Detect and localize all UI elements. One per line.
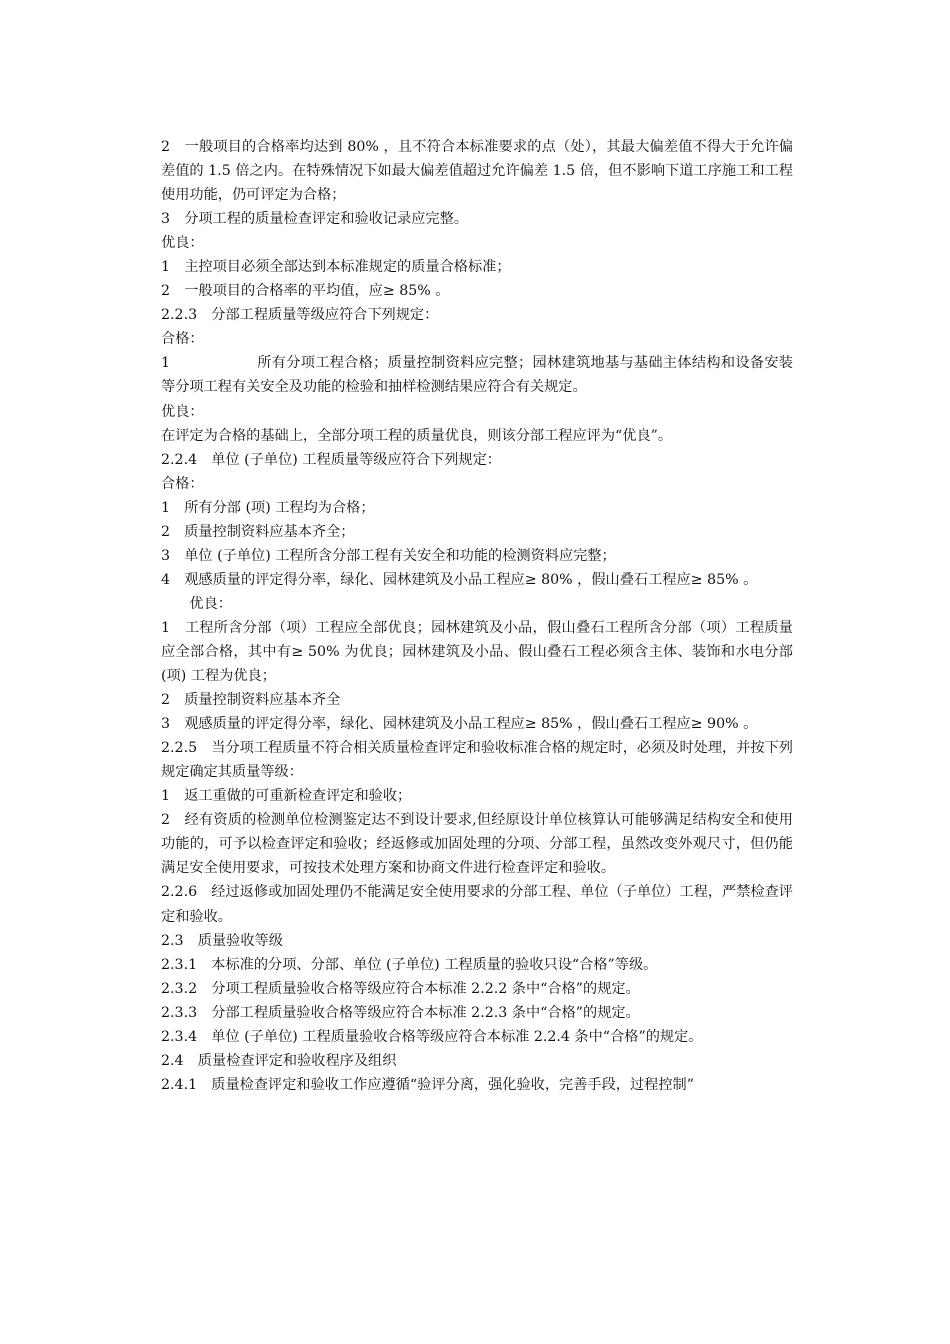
text-line: 优良： — [161, 235, 204, 252]
text-line: 优良： — [161, 403, 204, 420]
text-line: 优良： — [161, 595, 232, 612]
section-heading: 2.2.4 单位 (子单位) 工程质量等级应符合下列规定： — [161, 451, 501, 468]
text-line: 2 经有资质的检测单位检测鉴定达不到设计要求,但经原设计单位核算认可能够满足结构安全和使用功能的，可予以检查评定和验收；经返修或加固处理的分项、分部工程，虽然改变外观尺寸，但仍能满足安全使用要求，可按技术处理方案和协商文件进行检查评定和验收。 — [161, 812, 793, 877]
text-line: 在评定为合格的基础上，全部分项工程的质量优良，则该分部工程应评为“优良”。 — [161, 427, 673, 444]
text-line: 2 质量控制资料应基本齐全； — [161, 523, 355, 540]
section-heading: 2.3.4 单位 (子单位) 工程质量验收合格等级应符合本标准 2.2.4 条中“合格”的规定。 — [161, 1028, 703, 1045]
section-heading: 2.2.5 当分项工程质量不符合相关质量检查评定和验收标准合格的规定时，必须及时处理，并按下列规定确定其质量等级： — [161, 740, 793, 781]
text-line: 合格： — [161, 475, 204, 492]
section-heading: 2.2.3 分部工程质量等级应符合下列规定： — [161, 307, 439, 324]
text-line: 2 一般项目的合格率均达到 80% ，且不符合本标准要求的点（处），其最大偏差值不得大于允许偏差值的 1.5 倍之内。在特殊情况下如最大偏差值超过允许偏差 1.5 倍，但不影响下道工序施工和工程使用功能，仍可评定为合格； — [161, 139, 793, 204]
text-line: 4 观感质量的评定得分率，绿化、园林建筑及小品工程应≥ 80% ，假山叠石工程应≥ 85% 。 — [161, 571, 758, 588]
section-heading: 2.4 质量检查评定和验收程序及组织 — [161, 1052, 397, 1069]
document-body — [161, 135, 798, 1097]
text-line: 2 质量控制资料应基本齐全 — [161, 692, 341, 709]
text-line: 1 所有分部 (项) 工程均为合格； — [161, 499, 375, 516]
section-heading: 2.3.2 分项工程质量验收合格等级应符合本标准 2.2.2 条中“合格”的规定。 — [161, 980, 640, 997]
section-heading: 2.3.3 分部工程质量验收合格等级应符合本标准 2.2.3 条中“合格”的规定。 — [161, 1004, 640, 1021]
text-line: 3 观感质量的评定得分率，绿化、园林建筑及小品工程应≥ 85% ，假山叠石工程应≥ 90% 。 — [161, 716, 758, 733]
section-heading: 2.2.6 经过返修或加固处理仍不能满足安全使用要求的分部工程、单位（子单位）工程，严禁检查评定和验收。 — [161, 884, 793, 925]
text-line: 3 单位 (子单位) 工程所含分部工程有关安全和功能的检测资料应完整； — [161, 547, 616, 564]
section-heading: 2.4.1 质量检查评定和验收工作应遵循“验评分离，强化验收，完善手段，过程控制” — [161, 1076, 694, 1093]
text-line: 2 一般项目的合格率的平均值，应≥ 85% 。 — [161, 283, 450, 300]
text-line: 3 分项工程的质量检查评定和验收记录应完整。 — [161, 211, 468, 228]
section-heading: 2.3.1 本标准的分项、分部、单位 (子单位) 工程质量的验收只设“合格”等级。 — [161, 956, 658, 973]
text-line: 1 所有分项工程合格；质量控制资料应完整；园林建筑地基与基础主体结构和设备安装等分项工程有关安全及功能的检验和抽样检测结果应符合有关规定。 — [161, 355, 793, 396]
section-heading: 2.3 质量验收等级 — [161, 932, 283, 949]
text-line: 合格： — [161, 331, 204, 348]
text-line: 1 返工重做的可重新检查评定和验收； — [161, 788, 412, 805]
text-line: 1 主控项目必须全部达到本标准规定的质量合格标准； — [161, 259, 511, 276]
text-line: 1 工程所含分部（项）工程应全部优良；园林建筑及小品，假山叠石工程所含分部（项）工程质量应全部合格，其中有≥ 50% 为优良；园林建筑及小品、假山叠石工程必须含主体、装饰和水电分部 (项) 工程为优良； — [161, 619, 798, 685]
